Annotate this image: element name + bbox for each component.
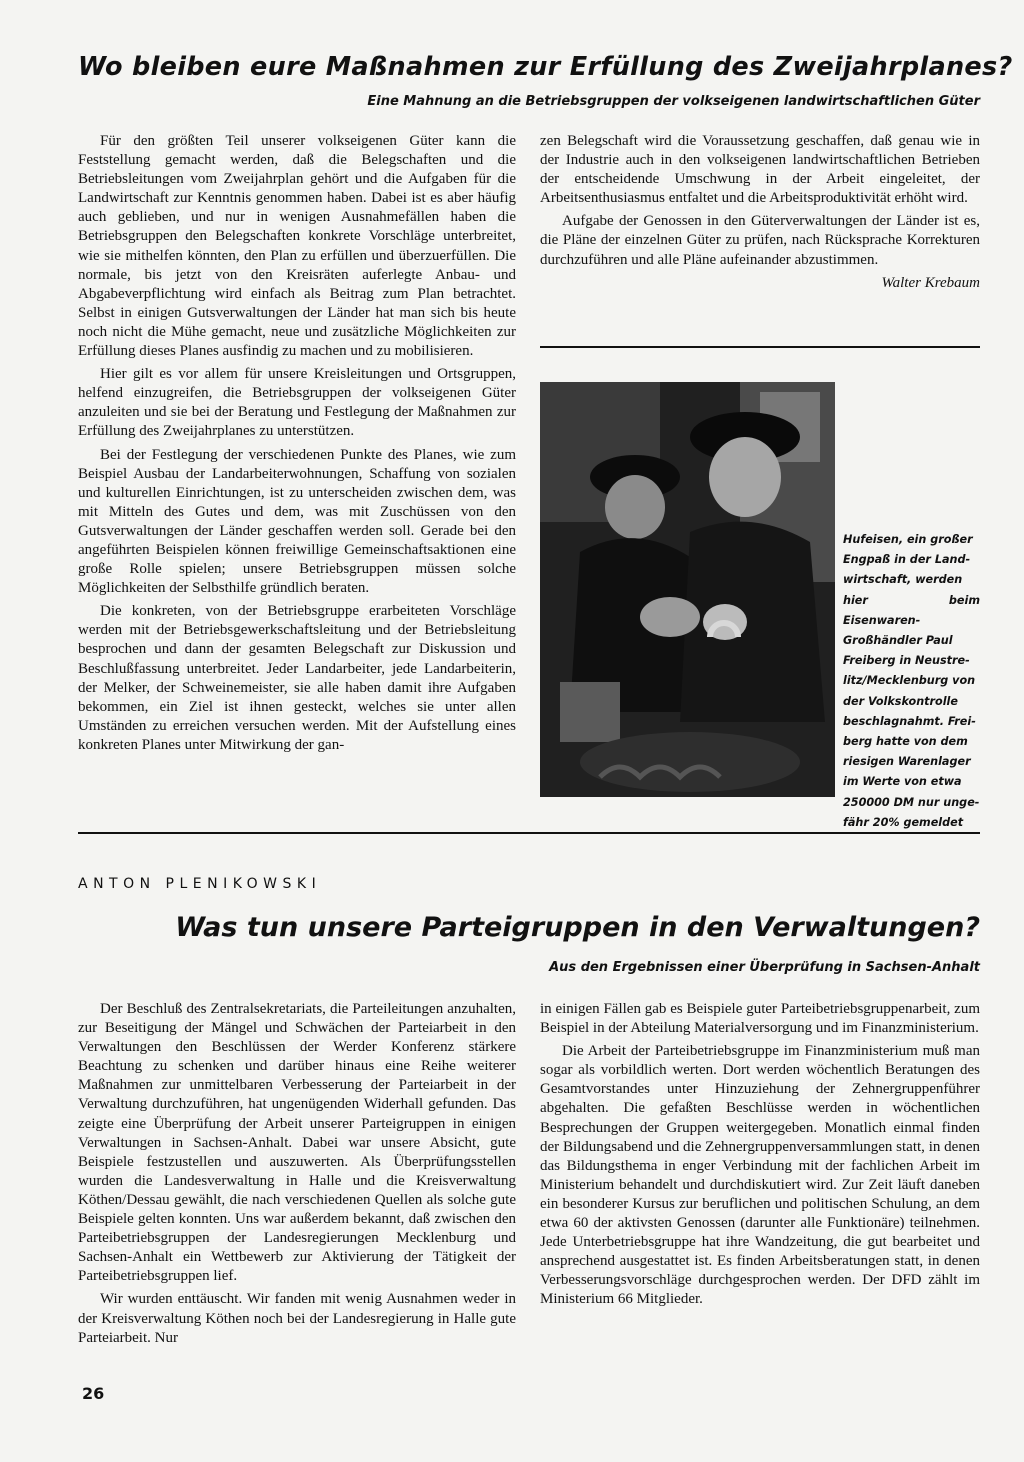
article2-paragraph: Wir wurden enttäuscht. Wir fanden mit wenig Ausnahmen weder in der Kreisverwaltung Köthen noch bei der Landesregierung in Halle gute Parteiarbeit. Nur xyxy=(78,1291,516,1346)
article1-signature: Walter Krebaum xyxy=(881,274,980,291)
section-divider xyxy=(78,832,980,834)
article1-subtitle: Eine Mahnung an die Betriebsgruppen der volkseigenen landwirtschaftlichen Güter xyxy=(367,94,980,109)
article1-right-column xyxy=(540,132,980,293)
article1-paragraph: Die konkreten, von der Betriebsgruppe erarbeiteten Vorschläge werden mit der Betriebsgewerkschaftsleitung und der Betriebsleitung besprochen und dann der gesamten Belegschaft zur Diskussion und Beschlußfassung unterbreitet. Jeder Landarbeiter, jede Landarbeiterin, der Melker, der Schweinemeister, sie alle haben damit ihre Aufgaben bekommen, ein Ziel ist ihnen gesteckt, welches sie unter allen Umständen zu erreichen versuchen werden. Mit der Aufstellung eines konkreten Planes unter Mitwirkung der gan- xyxy=(78,603,516,753)
page-number: 26 xyxy=(82,1384,105,1403)
article1-paragraph: Für den größten Teil unserer volkseigenen Güter kann die Feststellung gemacht werden, daß die Belegschaften und die Betriebsleitungen vom Zweijahrplan gehört und die Aufgaben für die Landwirtschaft zur Kenntnis genommen haben. Dabei ist es aber häufig auch geblieben, und nur in wenigen Ausnahmefällen haben die Betriebsgruppen den Belegschaften konkrete Vorschläge unterbreitet, wie sie mithelfen könnten, den Plan zu erfüllen und überzuerfüllen. Die normale, bis jetzt von den Kreisräten auferlegte Anbau- und Abgabeverpflichtung wird einfach als Beitrag zum Plan betrachtet. Selbst in einigen Gutsverwaltungen der Länder hat man sich bis heute noch nicht die Mühe gemacht, neue und zusätzliche Möglichkeiten zur Erfüllung dieses Planes ausfindig zu machen und zu mobilisieren. xyxy=(78,133,516,360)
article1-title: Wo bleiben eure Maßnahmen zur Erfüllung des Zweijahrplanes? xyxy=(78,52,1013,82)
article1-paragraph: Aufgabe der Genossen in den Güterverwaltungen der Länder ist es, die Pläne der einzelnen Güter zu prüfen, nach Rücksprache Korrekturen durchzuführen und alle Pläne aufeinander abzustimmen. xyxy=(540,213,980,268)
article2-author: ANTON PLENIKOWSKI xyxy=(78,876,322,892)
article2-subtitle: Aus den Ergebnissen einer Überprüfung in Sachsen-Anhalt xyxy=(549,960,980,975)
news-photo-illustration xyxy=(540,382,835,797)
article2-paragraph: Der Beschluß des Zentralsekretariats, die Parteileitungen anzuhalten, zur Beseitigung der Mängel und Schwächen der Parteiarbeit in den Verwaltungen den Beschlüssen der Werder Konferenz stärkere Beachtung zu schenken und darüber hinaus eine Reihe weiterer Maßnahmen zur unmittelbaren Verbesserung der Parteiarbeit in der Verwaltung durchzuführen, hat ungenügenden Widerhall gefunden. Das zeigte eine Überprüfung der Arbeit unserer Parteigruppen in einigen Verwaltungen in Sachsen-Anhalt. Dabei war unsere Absicht, gute Beispiele festzustellen und auszuwerten. Als Überprüfungsstellen wurden die Landesverwaltung in Halle und die Kreisverwaltung Köthen/Dessau gewählt, die nach verschiedenen Quellen als solche gute Beispiele gelten konnten. Uns war außerdem bekannt, daß zwischen den Parteibetriebsgruppen der Landesregierungen Mecklenburg und Sachsen-Anhalt ein Wettbewerb zur Aktivierung der Tätigkeit der Parteibetriebsgruppen lief. xyxy=(78,1001,516,1285)
article2-paragraph: Die Arbeit der Parteibetriebsgruppe im Finanzministerium muß man sogar als vorbildlich werten. Dort werden wöchentlich Beratungen des Gesamtvorstandes unter Hinzuziehung der Zehnergruppenführer abgehalten. Die gefaßten Beschlüsse werden in wöchentlichen Besprechungen der Gruppen weitergegeben. Monatlich einmal finden der Bildungsabend und die Zehnergruppenversammlungen statt, in denen das Bildungsthema in enger Verbindung mit der fachlichen Arbeit im Ministerium behandelt und durchdiskutiert wird. Zur Zeit läuft daneben ein besonderer Kursus zur beruflichen und politischen Schulung, an dem etwa 60 der aktivsten Genossen (darunter alle Funktionäre) teilnehmen. Jede Unterbetriebsgruppe hat ihre Wandzeitung, die gut bearbeitet und ansprechend ausgestattet ist. Es finden Arbeitsberatungen statt, in denen Verbesserungsvorschläge durchgesprochen werden. Der DFD zählt im Ministerium 66 Mitglieder. xyxy=(540,1043,980,1308)
photo-caption: Hufeisen, ein großer Engpaß in der Land- wirtschaft, werden hier beim Eisenwaren- Großhändler Paul Freiberg in Neustre- litz/Mecklenburg von der Volkskontrolle beschlagnahmt. Frei- berg hatte von dem riesigen Warenlager im Werte von etwa 250000 DM nur unge- fähr 20% gemeldet xyxy=(843,533,980,829)
article1-paragraph: Hier gilt es vor allem für unsere Kreisleitungen und Ortsgruppen, helfend einzugreifen, die Betriebsgruppen der volkseigenen Güter anzuleiten und sie bei der Beratung und Festlegung der Maßnahmen zur Erfüllung des Zweijahrplanes zu unterstützen. xyxy=(78,366,516,440)
article1-paragraph: zen Belegschaft wird die Voraussetzung geschaffen, daß genau wie in der Industrie auch in den volkseigenen landwirtschaftlichen Betrieben der entscheidende Umschwung in der Arbeit eingeleitet, der Arbeitsenthusiasmus entfaltet und die Arbeitsproduktivität erhöht wird. xyxy=(540,133,980,207)
article2-left-column xyxy=(78,1000,516,1352)
article1-left-column xyxy=(78,132,516,759)
article2-title: Was tun unsere Parteigruppen in den Verwaltungen? xyxy=(175,912,980,943)
article2-paragraph: in einigen Fällen gab es Beispiele guter Parteibetriebsgruppenarbeit, zum Beispiel in der Abteilung Materialversorgung und im Finanzministerium. xyxy=(540,1001,980,1037)
news-photo xyxy=(540,382,835,797)
article2-right-column xyxy=(540,1000,980,1314)
divider xyxy=(540,346,980,348)
article1-paragraph: Bei der Festlegung der verschiedenen Punkte des Planes, wie zum Beispiel Ausbau der Landarbeiterwohnungen, Schaffung von sozialen und kulturellen Einrichtungen, ist zu unterscheiden zwischen dem, was mit Mitteln des Gutes und dem, was mit Zuschüssen von den Gutsverwaltungen der Länder geschaffen werden soll. Gerade bei den angeführten Beispielen können freiwillige Gemeinschaftsaktionen eine große Rolle spielen; unsere Betriebsgruppen müssen solche Möglichkeiten der Selbsthilfe gründlich beraten. xyxy=(78,446,516,597)
